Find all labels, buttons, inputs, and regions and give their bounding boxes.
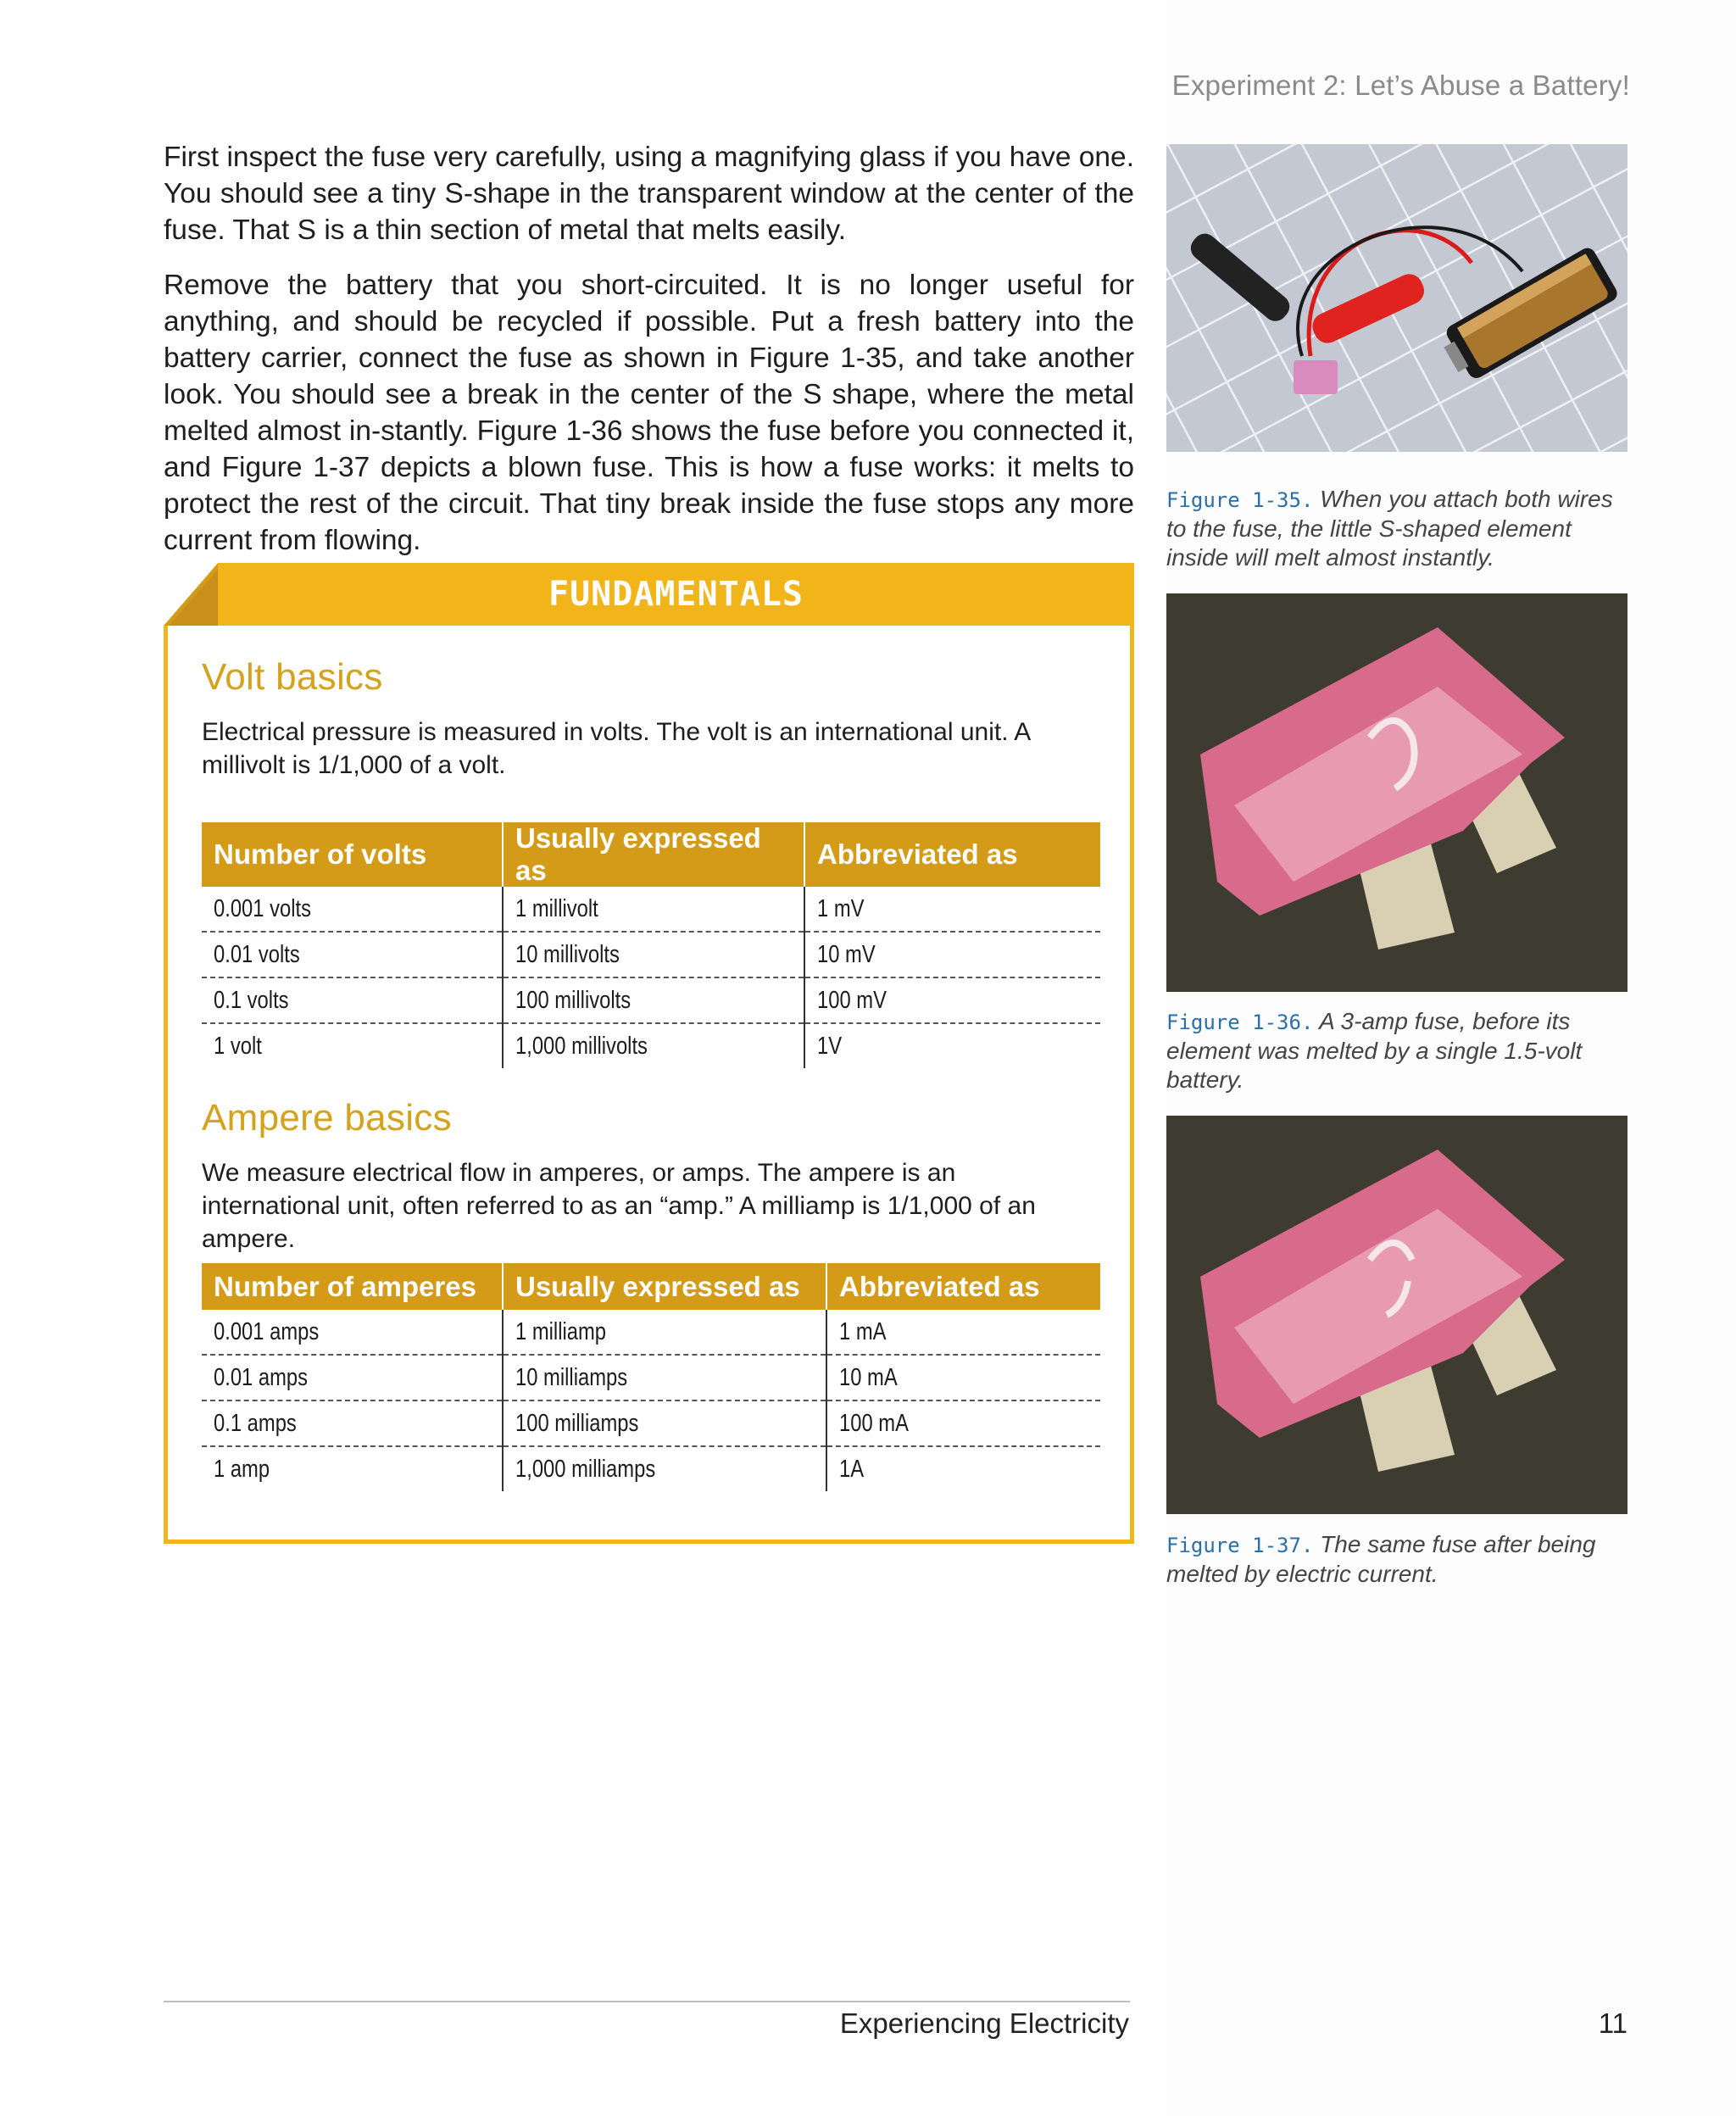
page-number: 11 [1598, 2007, 1628, 2039]
figure-number: Figure 1-37. [1166, 1534, 1314, 1557]
fundamentals-header: FUNDAMENTALS [218, 563, 1134, 626]
figure-number: Figure 1-36. [1166, 1011, 1314, 1034]
footer-rule [164, 2001, 1130, 2002]
table-cell: 0.001 volts [214, 894, 312, 922]
table-cell: 1,000 milliamps [515, 1455, 656, 1483]
table-row [202, 977, 1100, 1023]
table-cell: 1 volt [214, 1032, 262, 1060]
table-cell: 10 mA [839, 1363, 898, 1391]
table-row [202, 932, 1100, 977]
body-text [164, 139, 1134, 577]
caption-text: When you attach both wires to the fuse, the little S-shaped element inside will melt almost instantly. [1166, 486, 1613, 571]
table-cell: 100 mA [839, 1409, 909, 1437]
figure-1-36-photo [1166, 593, 1628, 992]
figure-1-36-caption [1166, 1007, 1628, 1094]
table-row [202, 1023, 1100, 1068]
figure-1-37-caption [1166, 1530, 1628, 1589]
table-row [202, 1310, 1100, 1355]
volt-basics-title: Volt basics [202, 656, 383, 698]
figure-1-35-photo [1166, 144, 1628, 452]
table-row [202, 1400, 1100, 1446]
table-cell: 0.001 amps [214, 1317, 320, 1345]
table-cell: 1 amp [214, 1455, 270, 1483]
table-cell: 1A [839, 1455, 865, 1483]
footer-title: Experiencing Electricity [839, 2007, 1129, 2039]
corner-fold-icon [164, 563, 218, 626]
table-cell: 1V [817, 1032, 843, 1060]
table-cell: 0.1 volts [214, 986, 289, 1014]
caption-text: The same fuse after being melted by electric current. [1166, 1531, 1596, 1587]
paragraph: Remove the battery that you short-circuited. It is no longer useful for anything, and should be recycled if possible. Put a fresh battery into the battery carrier, connect the fuse as shown in Figure 1-35, and take another look. You should see a break in the center of the S shape, where the metal melted almost in-stantly. Figure 1-36 shows the fuse before you connected it, and Figure 1-37 depicts a blown fuse. This is how a fuse works: it melts to protect the rest of the circuit. That tiny break inside the fuse stops any more current from flowing. [164, 270, 1134, 556]
ampere-table [202, 1263, 1100, 1491]
figure-number: Figure 1-35. [1166, 488, 1314, 512]
table-cell: 0.01 volts [214, 940, 300, 968]
ampere-basics-text: We measure electrical flow in amperes, or amps. The ampere is an international unit, often referred to as an “amp.” A milliamp is 1/1,000 of an ampere. [202, 1159, 1036, 1253]
table-cell: 1 millivolt [515, 894, 598, 922]
figure-1-37-photo [1166, 1116, 1628, 1514]
ampere-basics-title: Ampere basics [202, 1097, 452, 1139]
table-row [202, 887, 1100, 932]
figure-1-35-caption [1166, 485, 1628, 572]
running-head: Experiment 2: Let’s Abuse a Battery! [1171, 70, 1630, 101]
table-cell: 10 mV [817, 940, 876, 968]
table-cell: 100 milliamps [515, 1409, 639, 1437]
caption-text: A 3-amp fuse, before its element was melted by a single 1.5-volt battery. [1166, 1008, 1583, 1093]
column-header: Abbreviated as [804, 822, 1100, 887]
table-cell: 1 mA [839, 1317, 887, 1345]
paragraph: First inspect the fuse very carefully, using a magnifying glass if you have one. You should see a tiny S-shape in the transparent window at the center of the fuse. That S is a thin section of metal that melts easily. [164, 142, 1134, 246]
table-cell: 0.1 amps [214, 1409, 297, 1437]
column-header: Usually expressed as [503, 822, 804, 887]
column-header: Abbreviated as [826, 1263, 1100, 1310]
fundamentals-box [164, 563, 1134, 1546]
table-cell: 100 millivolts [515, 986, 632, 1014]
column-header: Usually expressed as [503, 1263, 826, 1310]
table-cell: 1 mV [817, 894, 865, 922]
table-cell: 10 millivolts [515, 940, 620, 968]
fundamentals-frame [164, 626, 1134, 1544]
volt-basics-text: Electrical pressure is measured in volts. The volt is an international unit. A millivolt is 1/1,000 of a volt. [202, 718, 1030, 779]
table-cell: 10 milliamps [515, 1363, 628, 1391]
table-row [202, 1355, 1100, 1400]
table-cell: 1,000 millivolts [515, 1032, 648, 1060]
table-cell: 0.01 amps [214, 1363, 309, 1391]
table-cell: 1 milliamp [515, 1317, 607, 1345]
table-cell: 100 mV [817, 986, 887, 1014]
column-header: Number of volts [202, 822, 503, 887]
volt-table [202, 822, 1100, 1068]
table-row [202, 1446, 1100, 1491]
column-header: Number of amperes [202, 1263, 503, 1310]
